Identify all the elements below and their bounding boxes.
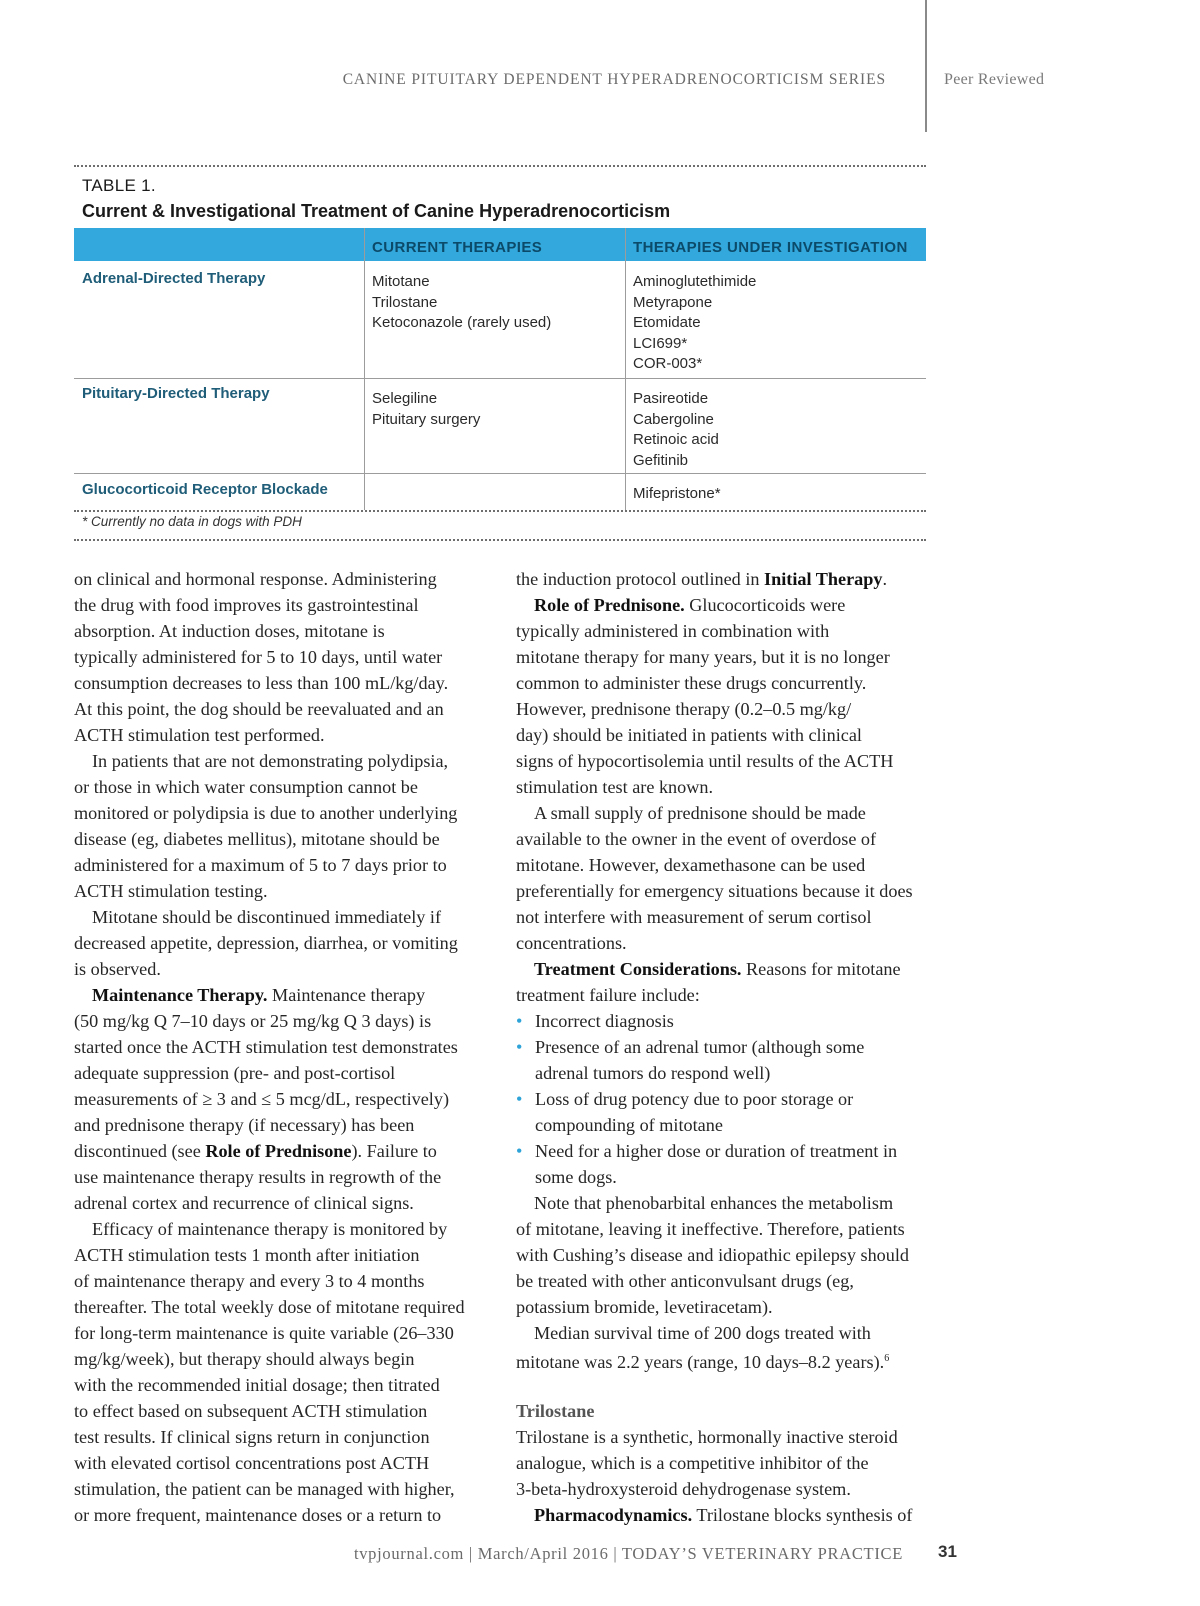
bullet-continuation: adrenal tumors do respond well): [535, 1063, 771, 1083]
text-line: ACTH stimulation testing.: [74, 881, 268, 901]
table-column-divider: [364, 228, 365, 510]
text-line: ACTH stimulation tests 1 month after initiation: [74, 1245, 420, 1265]
text-line: analogue, which is a competitive inhibitor of the: [516, 1453, 869, 1473]
trilostane-heading: Trilostane: [516, 1401, 595, 1421]
text-line: to effect based on subsequent ACTH stimulation: [74, 1401, 428, 1421]
text-line: preferentially for emergency situations because it does: [516, 881, 913, 901]
text-line: [516, 566, 936, 592]
table-bottom-rule: [74, 510, 926, 512]
table-cell-item: Trilostane: [372, 293, 438, 311]
table-cell-item: Cabergoline: [633, 410, 714, 428]
section-gap: [516, 1372, 936, 1398]
table-top-rule: [74, 165, 926, 167]
cell-investigation-glucocorticoid: [633, 484, 721, 505]
bullet-text: Need for a higher dose or duration of treatment in: [535, 1141, 898, 1161]
text-run: Maintenance therapy: [267, 985, 426, 1005]
text-run: Glucocorticoids were: [684, 595, 846, 615]
row-head-glucocorticoid: Glucocorticoid Receptor Blockade: [82, 481, 328, 498]
text-line: [516, 956, 936, 982]
table-cell-item: Ketoconazole (rarely used): [372, 314, 552, 331]
table-row-divider: [74, 378, 926, 379]
right-text-column: [516, 566, 936, 1528]
column-header-investigation: THERAPIES UNDER INVESTIGATION: [633, 239, 908, 256]
text-line: typically administered in combination with: [516, 621, 830, 641]
pharmacodynamics-heading: Pharmacodynamics.: [534, 1505, 693, 1525]
table-end-rule: [74, 539, 926, 541]
page-number: 31: [938, 1542, 957, 1561]
cross-reference: Role of Prednisone: [205, 1141, 352, 1161]
table-cell-item: Gefitinib: [633, 451, 689, 469]
bullet-icon: •: [516, 1141, 523, 1161]
cell-investigation-pituitary: [633, 389, 719, 471]
page-footer: tvpjournal.com | March/April 2016 | TODAY’S VETERINARY PRACTICE: [353, 1544, 903, 1563]
table-cell-item: Metyrapone: [633, 293, 713, 311]
series-title: CANINE PITUITARY DEPENDENT HYPERADRENOCORTICISM SERIES: [342, 71, 886, 88]
text-line: day) should be initiated in patients with clinical: [516, 725, 862, 745]
text-line: treatment failure include:: [516, 985, 700, 1005]
text-line: measurements of ≥ 3 and ≤ 5 mcg/dL, respectively): [74, 1089, 450, 1109]
bullet-item: [516, 1086, 936, 1112]
text-line: decreased appetite, depression, diarrhea, or vomiting: [74, 933, 458, 953]
reference-superscript: 6: [884, 1353, 890, 1364]
text-line: monitored or polydipsia is due to another underlying: [74, 803, 458, 823]
table-label: TABLE 1.: [82, 176, 156, 195]
text-line: mitotane therapy for many years, but it is no longer: [516, 647, 890, 667]
bullet-item: [516, 1034, 936, 1060]
row-head-pituitary: Pituitary-Directed Therapy: [82, 385, 270, 402]
text-line: adrenal cortex and recurrence of clinical signs.: [74, 1193, 414, 1213]
text-line: started once the ACTH stimulation test demonstrates: [74, 1037, 458, 1057]
text-line: test results. If clinical signs return in conjunction: [74, 1427, 430, 1447]
text-run: the induction protocol outlined in: [516, 569, 765, 589]
text-line: with Cushing’s disease and idiopathic epilepsy should: [516, 1245, 910, 1265]
header-divider: [925, 0, 927, 132]
text-line: common to administer these drugs concurrently.: [516, 673, 867, 693]
bullet-continuation: some dogs.: [535, 1167, 617, 1187]
text-line: At this point, the dog should be reevaluated and an: [74, 699, 444, 719]
left-text-column: [74, 566, 494, 1528]
table-title: Current & Investigational Treatment of Canine Hyperadrenocorticism: [82, 201, 671, 221]
text-line: signs of hypocortisolemia until results of the ACTH: [516, 751, 894, 771]
text-line: of mitotane, leaving it ineffective. Therefore, patients: [516, 1219, 905, 1239]
text-line: be treated with other anticonvulsant drugs (eg,: [516, 1271, 854, 1291]
text-line: for long-term maintenance is quite variable (26–330: [74, 1323, 454, 1343]
text-line: consumption decreases to less than 100 mL/kg/day.: [74, 673, 449, 693]
text-line: Efficacy of maintenance therapy is monitored by: [92, 1219, 448, 1239]
bullet-item: [516, 1008, 936, 1034]
text-line: of maintenance therapy and every 3 to 4 months: [74, 1271, 425, 1291]
text-line: mg/kg/week), but therapy should always begin: [74, 1349, 415, 1369]
text-line: [516, 1502, 936, 1528]
text-line: However, prednisone therapy (0.2–0.5 mg/kg/: [516, 699, 852, 719]
text-line: Trilostane is a synthetic, hormonally inactive steroid: [516, 1427, 898, 1447]
text-line: In patients that are not demonstrating polydipsia,: [92, 751, 449, 771]
text-run: .: [882, 569, 887, 589]
table-cell-item: Etomidate: [633, 314, 701, 331]
text-line: 3-beta-hydroxysteroid dehydrogenase system.: [516, 1479, 851, 1499]
bullet-text: Loss of drug potency due to poor storage or: [535, 1089, 854, 1109]
text-line: thereafter. The total weekly dose of mitotane required: [74, 1297, 465, 1317]
text-line: stimulation test are known.: [516, 777, 713, 797]
text-line: typically administered for 5 to 10 days, until water: [74, 647, 443, 667]
text-line: with elevated cortisol concentrations post ACTH: [74, 1453, 430, 1473]
bullet-text: Incorrect diagnosis: [535, 1011, 674, 1031]
table-footnote: * Currently no data in dogs with PDH: [82, 514, 302, 529]
text-line: and prednisone therapy (if necessary) has been: [74, 1115, 415, 1135]
column-header-current: CURRENT THERAPIES: [372, 239, 543, 256]
table-column-divider: [625, 228, 626, 510]
bullet-item: [516, 1138, 936, 1164]
table-cell-item: LCI699*: [633, 334, 688, 352]
text-line: administered for a maximum of 5 to 7 days prior to: [74, 855, 447, 875]
text-line: use maintenance therapy results in regrowth of the: [74, 1167, 442, 1187]
cell-investigation-adrenal: [633, 272, 756, 375]
treatment-considerations-heading: Treatment Considerations.: [534, 959, 742, 979]
text-run: discontinued (see: [74, 1141, 206, 1161]
cell-current-pituitary: [372, 389, 480, 430]
text-run: Reasons for mitotane: [741, 959, 901, 979]
bullet-icon: •: [516, 1037, 523, 1057]
table-row-divider: [74, 473, 926, 474]
table-cell-item: Pasireotide: [633, 390, 709, 407]
text-line: the drug with food improves its gastrointestinal: [74, 595, 419, 615]
text-line: adequate suppression (pre- and post-cortisol: [74, 1063, 396, 1083]
text-line: (50 mg/kg Q 7–10 days or 25 mg/kg Q 3 days) is: [74, 1011, 432, 1031]
bullet-icon: •: [516, 1011, 523, 1031]
table-cell-item: Mitotane: [372, 273, 430, 290]
text-line: ACTH stimulation test performed.: [74, 725, 325, 745]
bullet-text: Presence of an adrenal tumor (although some: [535, 1037, 865, 1057]
text-line: [516, 1346, 936, 1372]
text-run: mitotane was 2.2 years (range, 10 days–8.2 years).: [516, 1352, 885, 1373]
table-cell-item: Aminoglutethimide: [633, 273, 757, 290]
text-line: or those in which water consumption cannot be: [74, 777, 418, 797]
text-line: [74, 982, 494, 1008]
text-line: mitotane. However, dexamethasone can be used: [516, 855, 866, 875]
text-line: [74, 1138, 494, 1164]
cell-current-adrenal: [372, 272, 551, 334]
text-line: or more frequent, maintenance doses or a return to: [74, 1505, 442, 1525]
row-head-adrenal: Adrenal-Directed Therapy: [82, 270, 266, 287]
table-cell-item: COR-003*: [633, 355, 703, 372]
text-line: concentrations.: [516, 933, 627, 953]
text-line: Note that phenobarbital enhances the metabolism: [534, 1193, 894, 1213]
text-line: A small supply of prednisone should be made: [534, 803, 866, 823]
text-line: disease (eg, diabetes mellitus), mitotane should be: [74, 829, 440, 849]
table-cell-item: Retinoic acid: [633, 431, 719, 448]
text-line: absorption. At induction doses, mitotane is: [74, 621, 385, 641]
role-of-prednisone-heading: Role of Prednisone.: [534, 595, 685, 615]
text-line: Median survival time of 200 dogs treated with: [534, 1323, 871, 1343]
maintenance-therapy-heading: Maintenance Therapy.: [92, 985, 268, 1005]
text-line: not interfere with measurement of serum cortisol: [516, 907, 872, 927]
text-run: Trilostane blocks synthesis of: [692, 1505, 913, 1525]
text-line: is observed.: [74, 959, 161, 979]
bullet-continuation: compounding of mitotane: [535, 1115, 723, 1135]
peer-reviewed-label: Peer Reviewed: [944, 71, 1045, 88]
cross-reference: Initial Therapy: [764, 569, 883, 589]
text-line: available to the owner in the event of overdose of: [516, 829, 877, 849]
bullet-icon: •: [516, 1089, 523, 1109]
text-run: ). Failure to: [351, 1141, 437, 1161]
text-line: Mitotane should be discontinued immediately if: [92, 907, 442, 927]
table-cell-item: Selegiline: [372, 390, 438, 407]
text-line: [516, 592, 936, 618]
text-line: stimulation, the patient can be managed with higher,: [74, 1479, 455, 1499]
table-cell-item: Pituitary surgery: [372, 410, 481, 428]
table-cell-item: Mifepristone*: [633, 485, 721, 502]
text-line: on clinical and hormonal response. Administering: [74, 569, 437, 589]
text-line: with the recommended initial dosage; then titrated: [74, 1375, 440, 1395]
text-line: potassium bromide, levetiracetam).: [516, 1297, 773, 1317]
